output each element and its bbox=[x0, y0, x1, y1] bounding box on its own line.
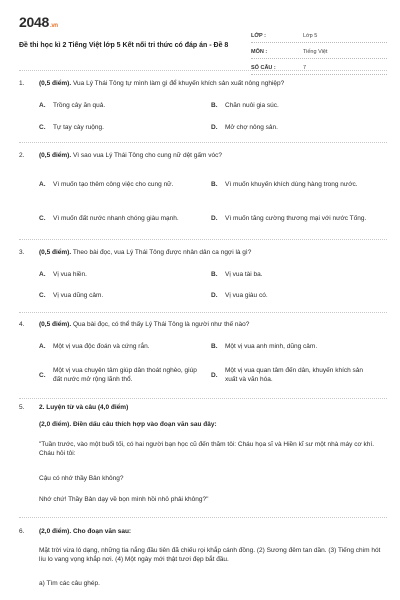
option-a[interactable]: A. Trồng cây ăn quả. bbox=[39, 102, 106, 109]
meta-value: Lớp 5 bbox=[303, 32, 318, 39]
question-text bbox=[39, 321, 384, 330]
option-d[interactable]: D. Mở chợ nông sản. bbox=[211, 124, 278, 131]
divider bbox=[19, 398, 387, 399]
option-c[interactable]: C. Tự tay cày ruộng. bbox=[39, 124, 104, 131]
option-b[interactable]: B. Vị vua tài ba. bbox=[211, 271, 263, 278]
logo-main: 2048 bbox=[19, 14, 49, 30]
document-header bbox=[19, 13, 387, 71]
question-prompt: Vua Lý Thái Tông tự mình làm gì để khuyến khích sản xuất nông nghiệp? bbox=[71, 80, 285, 87]
option-d[interactable]: D. Một vị vua quan tâm đến dân, khuyến khích sản xuất và văn hóa. bbox=[211, 367, 364, 383]
option-c[interactable]: C. Vì muốn đất nước nhanh chóng giàu mạnh. bbox=[39, 214, 179, 222]
option-a[interactable]: A. Một vị vua độc đoán và cứng rắn. bbox=[39, 343, 150, 350]
option-d[interactable]: D. Vị vua giàu có. bbox=[211, 292, 268, 299]
question-score: (0,5 điểm). bbox=[39, 80, 72, 87]
sub-question: a) Tìm các câu ghép. bbox=[39, 580, 100, 587]
divider bbox=[19, 312, 387, 313]
meta-row-class bbox=[251, 27, 387, 43]
divider bbox=[19, 517, 387, 518]
logo-suffix: .vn bbox=[49, 23, 58, 29]
question-3 bbox=[19, 249, 387, 315]
passage-text: "Tuần trước, vào một buổi tối, có hai người bạn học cũ đến thăm tôi: Cháu họa sĩ và Hiền kĩ sư một nhà máy cơ khí. Cháu hỏi tôi: bbox=[39, 441, 375, 457]
option-d[interactable]: D. Vì muốn tăng cường thương mại với nước Tống. bbox=[211, 214, 367, 222]
question-1 bbox=[19, 80, 387, 150]
meta-row-question-count bbox=[251, 59, 387, 75]
question-prompt: Vì sao vua Lý Thái Tông cho cung nữ dệt gấm vóc? bbox=[71, 152, 222, 159]
question-6 bbox=[19, 528, 387, 540]
site-logo[interactable] bbox=[19, 13, 58, 32]
question-instruction: (2,0 điểm). Cho đoạn văn sau: bbox=[39, 528, 132, 535]
option-c[interactable]: C. Một vị vua chuyên tâm giúp dân thoát nghèo, giúp đất nước mở rộng lãnh thổ. bbox=[39, 367, 197, 383]
passage-text: Cậu có nhớ thầy Bản không? bbox=[39, 475, 124, 482]
meta-value: Tiếng Việt bbox=[303, 48, 328, 55]
question-instruction: (2,0 điểm). Điền dấu câu thích hợp vào đoạn văn sau đây: bbox=[39, 421, 217, 428]
option-b[interactable]: B. Chăn nuôi gia súc. bbox=[211, 102, 279, 109]
question-number: 5. bbox=[19, 404, 25, 411]
question-2 bbox=[19, 152, 387, 242]
passage-text: Mặt trời vừa ló dạng, những tia nắng đầu tiên đã chiếu rọi khắp cánh đồng. (2) Sương đêm tan dần. (3) Tiếng chim hót líu lo vang vọng khắp nơi. (4) Một ngày mới thật tươi đẹp bắt đầu. bbox=[39, 547, 381, 563]
meta-row-subject bbox=[251, 43, 387, 59]
meta-label: MÔN : bbox=[251, 48, 268, 55]
option-b[interactable]: B. Một vị vua anh minh, dũng cảm. bbox=[211, 343, 318, 350]
divider bbox=[19, 70, 387, 71]
section-heading: 2. Luyện từ và câu (4,0 điểm) bbox=[39, 404, 129, 411]
question-score: (0,5 điểm). bbox=[39, 152, 72, 159]
question-5 bbox=[19, 404, 387, 416]
meta-label: LỚP : bbox=[251, 32, 266, 39]
divider bbox=[19, 142, 387, 143]
option-a[interactable]: A. Vị vua hiền. bbox=[39, 271, 87, 278]
meta-table bbox=[251, 27, 387, 75]
question-text bbox=[39, 80, 384, 89]
question-prompt: Qua bài đọc, có thể thấy Lý Thái Tông là người như thế nào? bbox=[71, 321, 250, 328]
divider bbox=[19, 239, 387, 240]
question-number: 1. bbox=[19, 80, 25, 87]
question-4 bbox=[19, 321, 387, 393]
page-title: Đề thi học kì 2 Tiếng Việt lớp 5 Kết nối tri thức có đáp án - Đề 8 bbox=[19, 42, 229, 49]
question-score: (0,5 điểm). bbox=[39, 321, 72, 328]
question-text bbox=[39, 152, 384, 161]
passage-text: Nhớ chứ! Thầy Bản dạy về bọn mình hồi nhỏ phải không?" bbox=[39, 496, 209, 503]
question-number: 6. bbox=[19, 528, 25, 535]
question-prompt: Theo bài đọc, vua Lý Thái Tông được nhân dân ca ngợi là gì? bbox=[71, 249, 252, 256]
option-a[interactable]: A. Vì muốn tạo thêm công việc cho cung nữ. bbox=[39, 180, 174, 188]
question-number: 4. bbox=[19, 321, 25, 328]
question-text bbox=[39, 249, 384, 258]
question-number: 3. bbox=[19, 249, 25, 256]
option-c[interactable]: C. Vị vua dũng cảm. bbox=[39, 292, 104, 299]
question-number: 2. bbox=[19, 152, 25, 159]
meta-value: 7 bbox=[303, 64, 307, 71]
meta-label: SỐ CÂU : bbox=[251, 64, 276, 71]
option-b[interactable]: B. Vì muốn khuyến khích dùng hàng trong nước. bbox=[211, 180, 358, 188]
question-score: (0,5 điểm). bbox=[39, 249, 72, 256]
